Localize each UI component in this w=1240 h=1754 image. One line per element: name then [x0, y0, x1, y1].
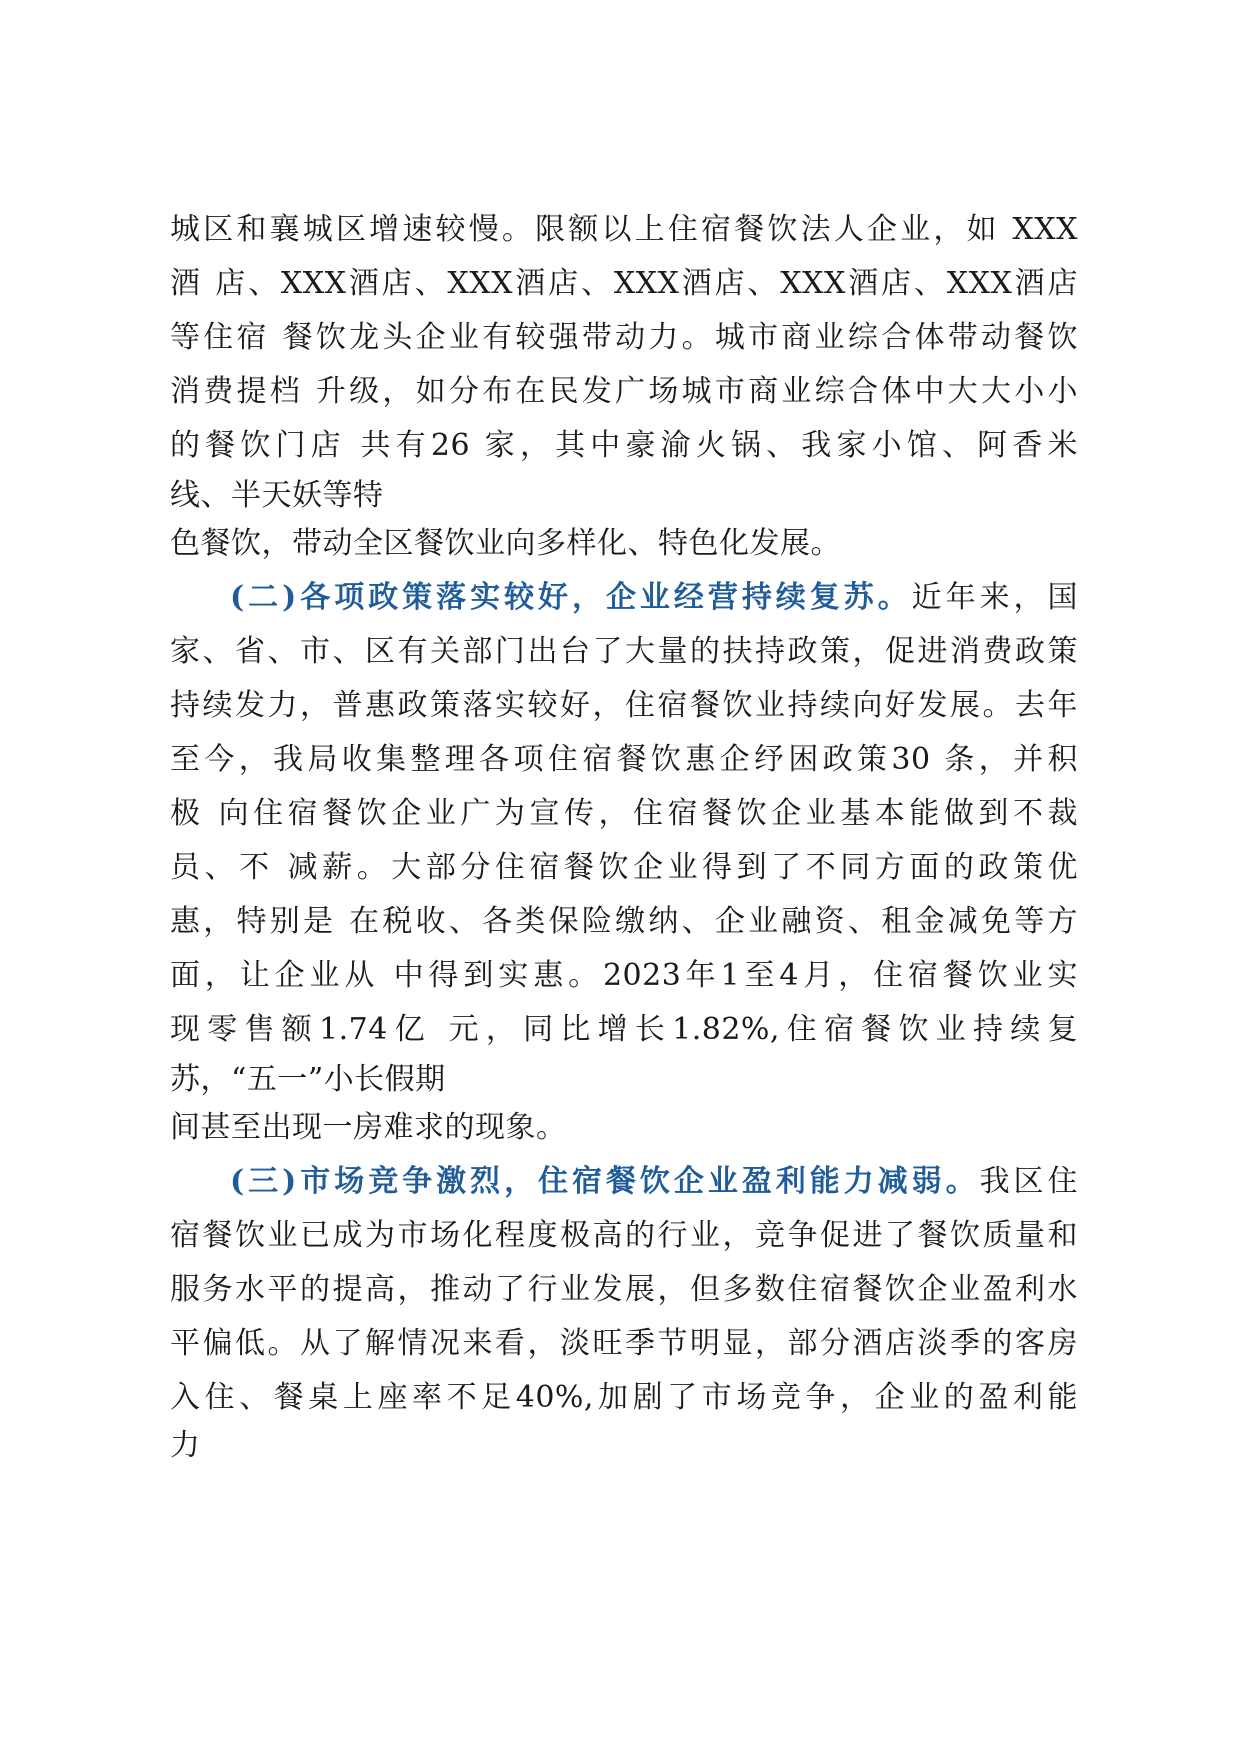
paragraph-line: 苏，“五一”小长假期 [170, 1062, 446, 1097]
paragraph-line: 平偏低。从了解情况来看，淡旺季节明显，部分酒店淡季的客房 [170, 1326, 1078, 1361]
section-heading: (二)各项政策落实较好，企业经营持续复苏。 [230, 580, 912, 615]
paragraph-line: 现零售额1.74亿 元，同比增长1.82%,住宿餐饮业持续复 [170, 1012, 1078, 1047]
paragraph-line: 入住、餐桌上座率不足40%,加剧了市场竞争，企业的盈利能 [170, 1380, 1078, 1415]
paragraph-line: 酒 店、XXX酒店、XXX酒店、XXX酒店、XXX酒店、XXX酒店 [170, 266, 1078, 301]
paragraph-line: 面，让企业从 中得到实惠。2023年1至4月，住宿餐饮业实 [170, 958, 1078, 993]
section-heading-line [230, 576, 1078, 620]
section-heading-line [230, 1160, 1078, 1204]
paragraph-line: 服务水平的提高，推动了行业发展，但多数住宿餐饮企业盈利水 [170, 1272, 1078, 1307]
paragraph-line: 的餐饮门店 共有26 家，其中豪渝火锅、我家小馆、阿香米 [170, 428, 1078, 463]
paragraph-line: 等住宿 餐饮龙头企业有较强带动力。城市商业综合体带动餐饮 [170, 320, 1078, 355]
paragraph-line: 极 向住宿餐饮企业广为宣传，住宿餐饮企业基本能做到不裁 [170, 796, 1078, 831]
paragraph-line: 至今，我局收集整理各项住宿餐饮惠企纾困政策30 条，并积 [170, 742, 1078, 777]
paragraph-text: 近年来，国 [911, 580, 1078, 615]
section-heading: (三)市场竞争激烈，住宿餐饮企业盈利能力减弱。 [230, 1164, 980, 1199]
paragraph-line: 消费提档 升级，如分布在民发广场城市商业综合体中大大小小 [170, 374, 1078, 409]
paragraph-line: 力 [170, 1428, 201, 1463]
paragraph-line: 线、半天妖等特 [170, 478, 384, 513]
paragraph-line: 宿餐饮业已成为市场化程度极高的行业，竞争促进了餐饮质量和 [170, 1218, 1078, 1253]
paragraph-line: 家、省、市、区有关部门出台了大量的扶持政策，促进消费政策 [170, 634, 1078, 669]
paragraph-text: 我区住 [979, 1164, 1079, 1199]
paragraph-line: 城区和襄城区增速较慢。限额以上住宿餐饮法人企业，如 XXX [170, 212, 1078, 247]
paragraph-line: 间甚至出现一房难求的现象。 [170, 1110, 567, 1145]
paragraph-line: 色餐饮，带动全区餐饮业向多样化、特色化发展。 [170, 526, 841, 561]
paragraph-line: 员、不 减薪。大部分住宿餐饮企业得到了不同方面的政策优 [170, 850, 1078, 885]
paragraph-line: 惠，特别是 在税收、各类保险缴纳、企业融资、租金减免等方 [170, 904, 1078, 939]
paragraph-line: 持续发力，普惠政策落实较好，住宿餐饮业持续向好发展。去年 [170, 688, 1078, 723]
